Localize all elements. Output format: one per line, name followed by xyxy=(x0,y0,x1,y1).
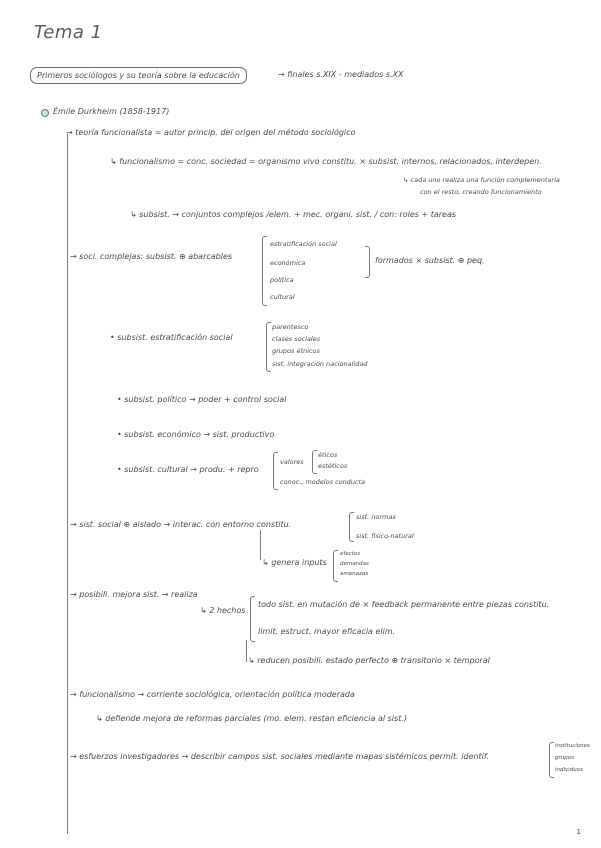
cultural-conoc: conoc., modelos conducta xyxy=(280,478,366,486)
politico-line: • subsist. político → poder + control social xyxy=(117,395,287,404)
brace xyxy=(262,236,267,306)
connector xyxy=(260,530,261,560)
brace xyxy=(250,596,255,642)
esfuerzos-label: → esfuerzos investigadores → describir campos sist. sociales mediante mapas sistémicos permit. identif. xyxy=(70,752,490,761)
estratificacion-label: • subsist. estratificación social xyxy=(110,333,233,342)
soc-complejas-label: → soci. complejas: subsist. ⊕ abarcables xyxy=(70,252,233,261)
esfuerzos-item: individuos xyxy=(555,767,584,773)
soc-item: estratificación social xyxy=(270,240,337,248)
hecho-2: limit. estruct. mayor eficacia elim. xyxy=(258,627,396,636)
estrat-item: sist. integración nacionalidad xyxy=(272,360,368,368)
esfuerzos-item: instituciones xyxy=(555,743,590,749)
brace xyxy=(273,452,278,490)
author-name: Émile Durkheim (1858-1917) xyxy=(53,107,170,116)
cultural-valor-item: estéticos xyxy=(318,462,348,470)
soc-item: económica xyxy=(270,259,306,267)
heading-note: → finales s.XIX - mediados s.XX xyxy=(278,70,404,79)
brace xyxy=(549,742,554,778)
margin-line xyxy=(67,134,68,834)
bullet-dot-icon xyxy=(41,109,49,117)
genera-line: ↳ genera inputs xyxy=(262,558,327,567)
page-title: Tema 1 xyxy=(34,22,103,43)
brace xyxy=(333,550,338,582)
cultural-valor-item: éticos xyxy=(318,451,338,459)
estrat-item: parentesco xyxy=(272,323,309,331)
brace xyxy=(312,450,317,474)
reducen-line: ↳ reducen posibili. estado perfecto ⊕ transitorio × temporal xyxy=(248,656,490,665)
sist-social-item: sist. normas xyxy=(356,513,396,521)
formados-line: formados × subsist. ⊕ peq. xyxy=(375,256,485,265)
funcionalismo-line: ↳ funcionalismo = conc. sociedad = organismo vivo constitu. × subsist. internos, relacionados, interdepen. xyxy=(110,157,542,166)
genera-item: demandas xyxy=(340,561,369,567)
funcionalismo-label: → funcionalismo → corriente sociológica, orientación política moderada xyxy=(70,690,355,699)
section-heading: Primeros sociólogos y su teoría sobre la educación xyxy=(30,67,247,84)
hecho-1: todo sist. en mutación de × feedback permanente entre piezas constitu. xyxy=(258,600,550,609)
esfuerzos-item: grupos xyxy=(555,755,574,761)
soc-item: política xyxy=(270,276,294,284)
genera-item: amenazas xyxy=(340,571,369,577)
cada-uno-line: ↳ cada uno realiza una función complementaria xyxy=(403,176,560,184)
brace xyxy=(365,246,370,278)
cultural-valores: valores xyxy=(280,458,304,466)
sist-social-label: → sist. social ⊕ aislado → interac. con entorno constitu. xyxy=(70,520,292,529)
page-number: 1 xyxy=(576,828,581,836)
posibilidad-hechos: ↳ 2 hechos xyxy=(200,606,246,615)
defiende-line: ↳ defiende mejora de reformas parciales (mo. elem. restan eficiencia al sist.) xyxy=(96,714,407,723)
subsist-line: ↳ subsist. → conjuntos complejos /elem. + mec. organi. sist. / con: roles + tareas xyxy=(130,210,457,219)
connector xyxy=(246,640,247,662)
posibilidad-label: → posibili. mejora sist. → realiza xyxy=(70,590,198,599)
genera-item: efectos xyxy=(340,551,361,557)
soc-item: cultural xyxy=(270,293,295,301)
estrat-item: grupos étnicos xyxy=(272,347,320,355)
economico-line: • subsist. económico → sist. productivo xyxy=(117,430,275,439)
sist-social-item: sist. físico-natural xyxy=(356,532,414,540)
brace xyxy=(349,512,354,542)
estrat-item: clases sociales xyxy=(272,335,321,343)
teoria-line: → teoría funcionalista = autor princip. del origen del método sociológico xyxy=(66,128,356,137)
cultural-label: • subsist. cultural → produ. + repro xyxy=(117,465,259,474)
brace xyxy=(266,322,271,372)
cada-uno-line-2: con el resto, creando funcionamiento xyxy=(420,188,542,196)
